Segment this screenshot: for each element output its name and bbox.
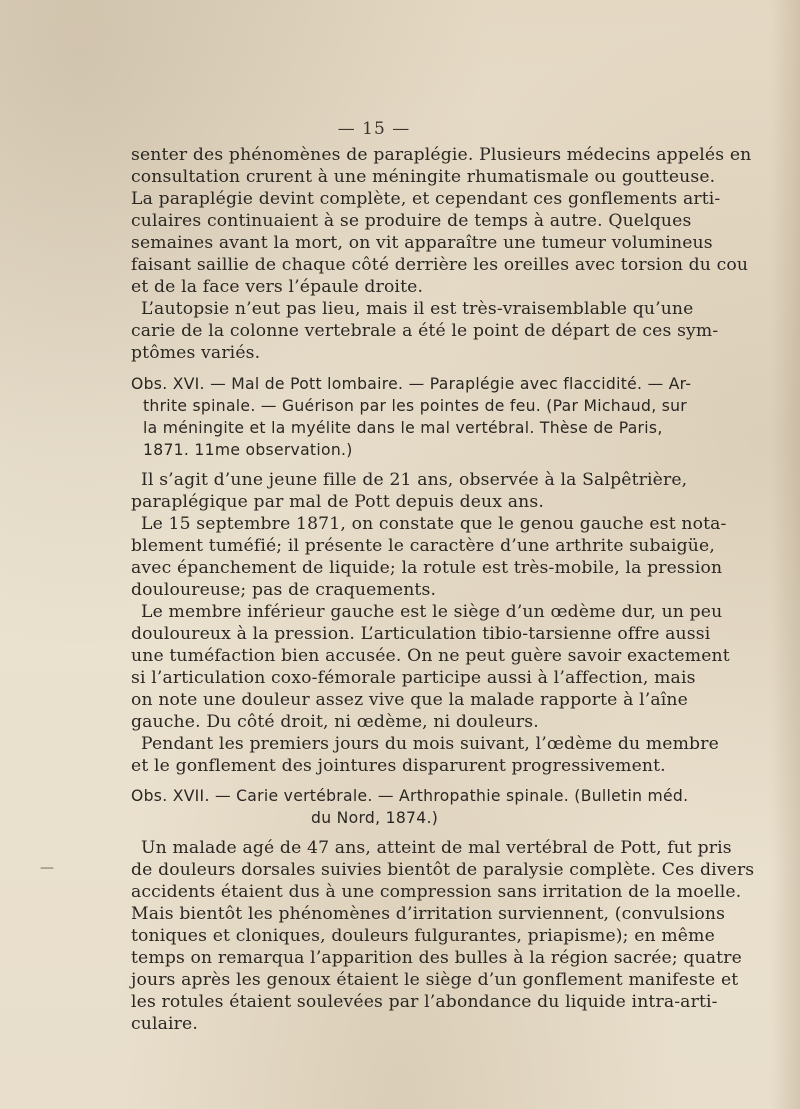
text-line: et de la face vers l’épaule droite. (131, 277, 424, 297)
text-line: senter des phénomènes de paraplégie. Plusieurs médecins appelés en (131, 145, 752, 165)
text-line: consultation crurent à une méningite rhumatismale ou goutteuse. (131, 167, 716, 187)
text-line: L’autopsie n’eut pas lieu, mais il est très-vraisemblable qu’une (141, 299, 694, 319)
text-line: douloureux à la pression. L’articulation tibio-tarsienne offre aussi (131, 624, 711, 644)
text-line: ptômes variés. (131, 343, 261, 363)
text-line: Mais bientôt les phénomènes d’irritation surviennent, (convulsions (131, 904, 726, 924)
text-line: culaire. (131, 1014, 198, 1034)
text-line: les rotules étaient soulevées par l’abondance du liquide intra-arti- (131, 992, 718, 1012)
text-line: Le 15 septembre 1871, on constate que le genou gauche est nota- (141, 514, 727, 534)
text-line: Il s’agit d’une jeune fille de 21 ans, observée à la Salpêtrière, (141, 470, 688, 490)
text-line: semaines avant la mort, on vit apparaître une tumeur volumineus (131, 233, 713, 253)
text-line: accidents étaient dus à une compression sans irritation de la moelle. (131, 882, 742, 902)
text-line: une tuméfaction bien accusée. On ne peut guère savoir exactement (131, 646, 730, 666)
text-line: on note une douleur assez vive que la malade rapporte à l’aîne (131, 690, 688, 710)
observation-heading: 1871. 11me observation.) (143, 441, 353, 459)
page-edge-shadow (770, 0, 800, 1109)
text-line: de douleurs dorsales suivies bientôt de paralysie complète. Ces divers (131, 860, 755, 880)
observation-heading: Obs. XVII. — Carie vertébrale. — Arthropathie spinale. (Bulletin méd. (131, 787, 689, 805)
text-line: Pendant les premiers jours du mois suivant, l’œdème du membre (141, 734, 719, 754)
text-line: temps on remarqua l’apparition des bulles à la région sacrée; quatre (131, 948, 742, 968)
text-line: Un malade agé de 47 ans, atteint de mal vertébral de Pott, fut pris (141, 838, 732, 858)
text-line: douloureuse; pas de craquements. (131, 580, 437, 600)
text-line: blement tuméfié; il présente le caractère d’une arthrite subaigüe, (131, 536, 715, 556)
margin-mark: — (40, 860, 54, 876)
observation-heading: thrite spinale. — Guérison par les pointes de feu. (Par Michaud, sur (143, 397, 688, 415)
text-line: toniques et cloniques, douleurs fulgurantes, priapisme); en même (131, 926, 715, 946)
text-line: si l’articulation coxo-fémorale participe aussi à l’affection, mais (131, 668, 696, 688)
text-line: Le membre inférieur gauche est le siège d’un œdème dur, un peu (141, 602, 723, 622)
text-line: La paraplégie devint complète, et cependant ces gonflements arti- (131, 189, 721, 209)
text-line: culaires continuaient à se produire de temps à autre. Quelques (131, 211, 692, 231)
observation-heading: Obs. XVI. — Mal de Pott lombaire. — Paraplégie avec flaccidité. — Ar- (131, 375, 692, 393)
observation-heading: du Nord, 1874.) (311, 809, 439, 827)
text-line: carie de la colonne vertebrale a été le point de départ de ces sym- (131, 321, 719, 341)
page-number: — 15 — (337, 119, 411, 139)
text-line: faisant saillie de chaque côté derrière les oreilles avec torsion du cou (131, 255, 749, 275)
text-line: et le gonflement des jointures disparurent progressivement. (131, 756, 666, 776)
observation-heading: la méningite et la myélite dans le mal vertébral. Thèse de Paris, (143, 419, 663, 437)
text-line: gauche. Du côté droit, ni œdème, ni douleurs. (131, 712, 539, 732)
text-line: paraplégique par mal de Pott depuis deux ans. (131, 492, 544, 512)
text-line: jours après les genoux étaient le siège d’un gonflement manifeste et (131, 970, 739, 990)
text-line: avec épanchement de liquide; la rotule est très-mobile, la pression (131, 558, 723, 578)
